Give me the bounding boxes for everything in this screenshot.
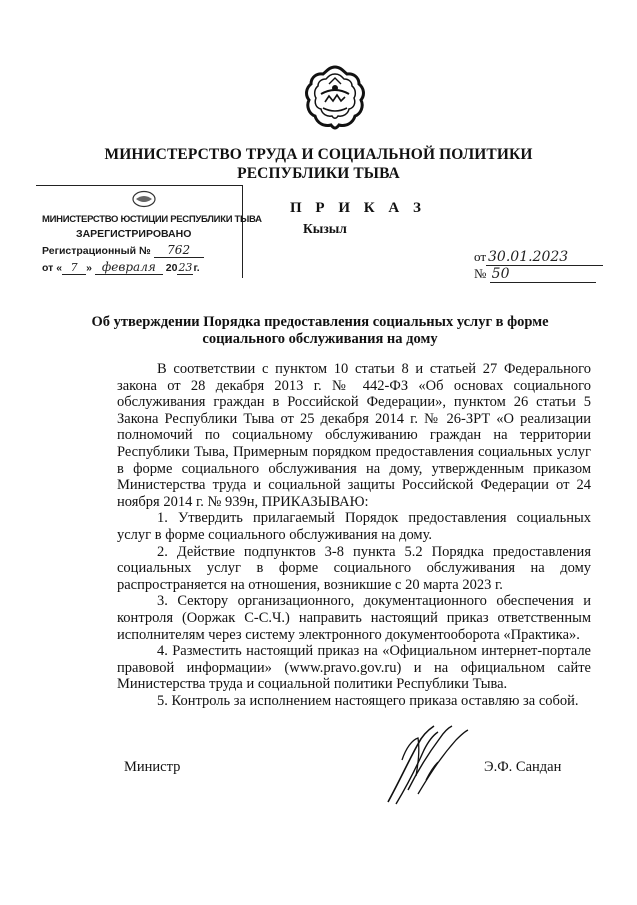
ministry-name-line1: МИНИСТЕРСТВО ТРУДА И СОЦИАЛЬНОЙ ПОЛИТИКИ: [104, 146, 533, 163]
order-number: 50: [490, 266, 596, 283]
stamp-reg-number-row: [42, 243, 204, 258]
document-title-line2: социального обслуживания на дому: [202, 331, 438, 347]
stamp-date-prefix: от «: [42, 262, 63, 274]
order-item-5: 5. Контроль за исполнением настоящего приказа оставляю за собой.: [157, 692, 579, 709]
stamp-organization: МИНИСТЕРСТВО ЮСТИЦИИ РЕСПУБЛИКИ ТЫВА: [42, 214, 262, 225]
stamp-status: ЗАРЕГИСТРИРОВАНО: [76, 228, 192, 240]
order-date-row: [474, 249, 603, 266]
order-item-4: 4. Разместить настоящий приказ на «Официальном интернет-портале правовой информации» (www.pravo.gov.ru) и на официальном сайте Министерства труда и социальной политики Республики Тыва.: [117, 643, 591, 693]
order-number-row: [474, 266, 596, 283]
stamp-date-year-prefix: 20: [165, 262, 178, 274]
document-type: П Р И К А З: [290, 200, 426, 216]
stamp-emblem-icon: [130, 190, 158, 208]
order-date: 30.01.2023: [486, 249, 603, 266]
document-title: [70, 314, 570, 348]
coat-of-arms-emblem: [303, 64, 367, 130]
intro-paragraph: В соответствии с пунктом 10 статьи 8 и статьей 27 Федерального закона от 28 декабря 2013 г. № 442-ФЗ «Об основах социального обслуживания граждан в Российской Федерации», пунктом 26 статьи 5 Закона Республики Тыва от 25 декабря 2014 г. № 26-ЗРТ «О реализации полномочий по социальному обслуживанию граждан на территории Республики Тыва, Примерным порядком предоставления социальных услуг в форме социального обслуживания на дому, утвержденным приказом Министерства труда и социальной защиты Российской Федерации от 24 ноября 2014 г. № 939н, ПРИКАЗЫВАЮ:: [117, 361, 591, 510]
document-title-line1: Об утверждении Порядка предоставления социальных услуг в форме: [91, 314, 549, 330]
document-body: [117, 361, 591, 709]
handwritten-signature: [378, 720, 476, 808]
order-item-2: 2. Действие подпунктов 3-8 пункта 5.2 Порядка предоставления социальных услуг в форме социального обслуживания на дому распространяется на отношения, возникшие с 20 марта 2023 г.: [117, 543, 591, 593]
order-number-label: №: [474, 266, 487, 281]
signatory-title: Министр: [124, 759, 181, 775]
stamp-reg-number: 762: [154, 243, 204, 258]
stamp-date-year: 23: [178, 261, 193, 274]
order-item-3: 3. Сектору организационного, документационного обеспечения и контроля (Ооржак С-С.Ч.) направить настоящий приказ ответственным исполнителям через систему электронного документооборота «Практика».: [117, 593, 591, 643]
stamp-date-suffix: г.: [193, 262, 200, 274]
order-date-label: от: [474, 249, 487, 264]
signatory-name: Э.Ф. Сандан: [484, 759, 562, 775]
stamp-date-row: [42, 260, 200, 275]
registration-stamp: [36, 185, 262, 278]
stamp-date-day: 7: [62, 261, 86, 275]
stamp-date-mid: »: [86, 262, 92, 274]
order-item-1: 1. Утвердить прилагаемый Порядок предоставления социальных услуг в форме социального обслуживания на дому.: [117, 510, 591, 543]
document-city: Кызыл: [303, 221, 347, 236]
stamp-date-month: февраля: [95, 260, 163, 275]
stamp-reg-label: Регистрационный №: [42, 245, 151, 257]
ministry-name-line2: РЕСПУБЛИКИ ТЫВА: [237, 165, 400, 182]
